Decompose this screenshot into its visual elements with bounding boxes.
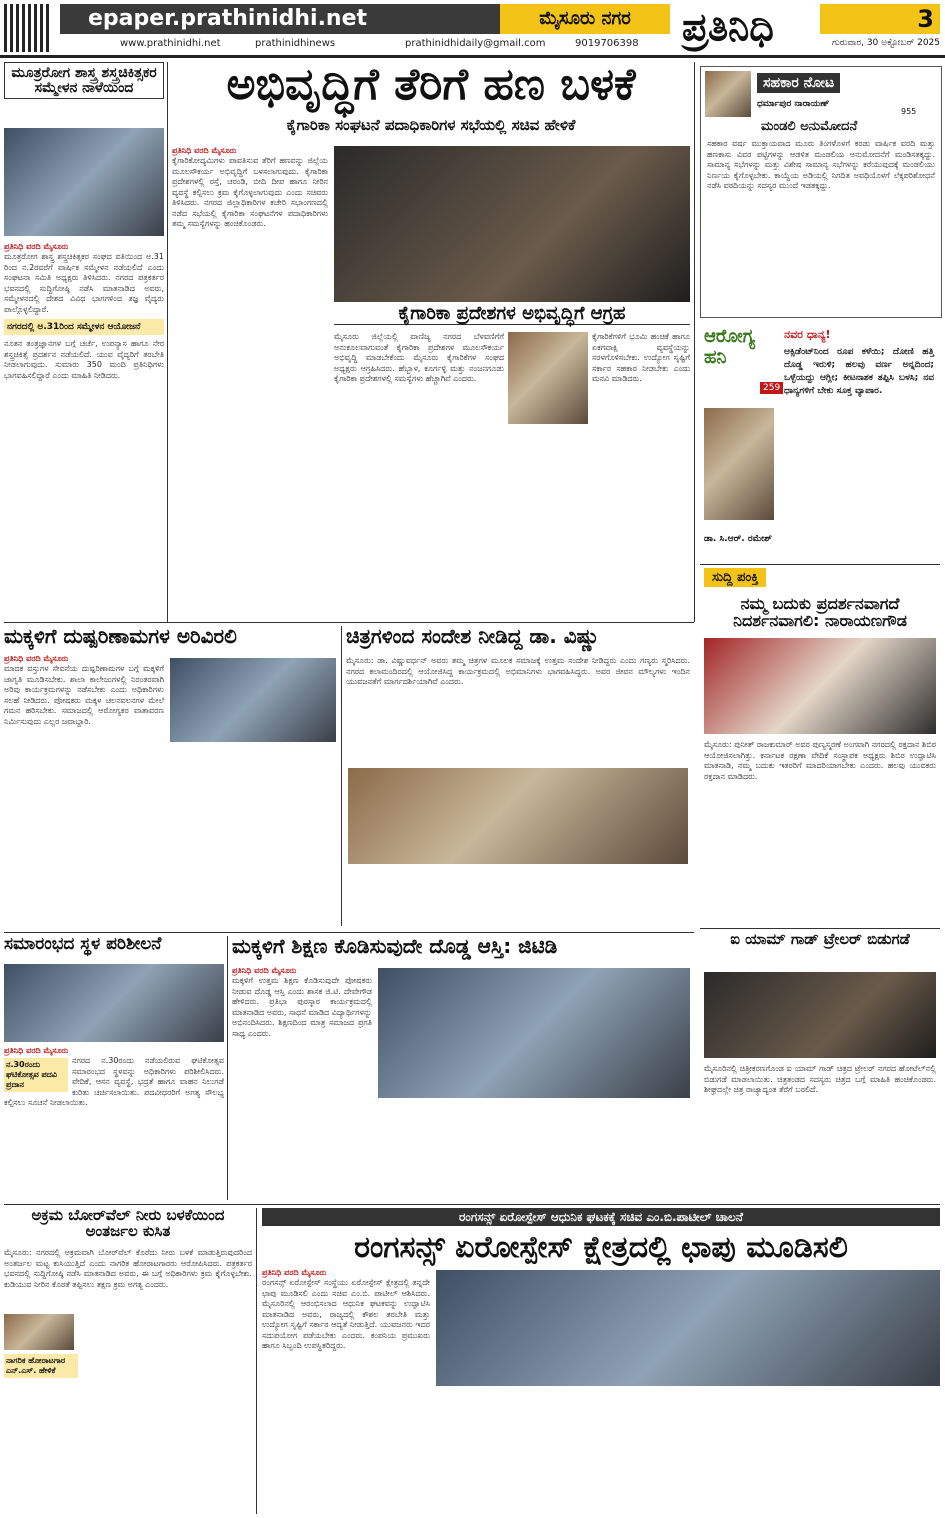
story-rangsons (262, 1208, 940, 1514)
section-label: ಮೈಸೂರು ನಗರ (500, 4, 670, 34)
story-venue-inspection (4, 936, 224, 1200)
column-divider (167, 62, 168, 622)
lead-headline: ಅಭಿವೃದ್ಧಿಗೆ ತೆರಿಗೆ ಹಣ ಬಳಕೆ (226, 62, 636, 110)
email-link[interactable]: prathinidhidaily@gmail.com (405, 38, 546, 49)
story-body: ಮೈಸೂರು: ನಗರದಲ್ಲಿ ಅಕ್ರಮವಾಗಿ ಬೋರ್‌ವೆಲ್ ಕೊರೆದು ನೀರು ಬಳಕೆ ಮಾಡುತ್ತಿರುವುದರಿಂದ ಅಂತರ್ಜಲ ಮಟ್ಟ ಕುಸಿಯುತ್ತಿದೆ ಎಂದು ನಾಗರಿಕ ಹೋರಾಟಗಾರರು ಆರೋಪಿಸಿದರು. ಪತ್ರಕರ್ತರ ಭವನದಲ್ಲಿ ಸುದ್ದಿಗೋಷ್ಠಿ ನಡೆಸಿ ಮಾತನಾಡಿದ ಅವರು, ಈ ಬಗ್ಗೆ ಅಧಿಕಾರಿಗಳು ಕ್ರಮ ಕೈಗೊಳ್ಳಬೇಕು. ಕುಡಿಯುವ ನೀರಿನ ಕೊರತೆ ತಪ್ಪಿಸಲು ತಕ್ಷಣ ಕ್ರಮ ಅಗತ್ಯ ಎಂದರು. (4, 1248, 252, 1289)
story-body-top (704, 954, 936, 968)
story-photo (704, 972, 936, 1058)
column-author: ಧರ್ಮಾಪುರ ನಾರಾಯಣ್ (757, 99, 830, 109)
story-byline: ಪ್ರತಿನಿಧಿ ವರದಿ ಮೈಸೂರು (262, 1268, 327, 1277)
story-headline: ರಂಗಸನ್ಸ್ ಏರೋಸ್ಪೇಸ್ ಕ್ಷೇತ್ರದಲ್ಲಿ ಛಾಪು ಮೂಡಿಸಲಿ (354, 1230, 848, 1265)
story-trailer (700, 932, 940, 1200)
story-photo (378, 968, 690, 1098)
website-link[interactable]: www.prathinidhi.net (120, 38, 221, 49)
story-vishnu (346, 626, 690, 926)
lead-photo-caption: ಕೈಗಾರಿಕಾ ಪ್ರದೇಶಗಳ ಅಭಿವೃದ್ಧಿಗೆ ಆಗ್ರಹ (334, 305, 690, 325)
story-photo (436, 1270, 940, 1386)
section-rule (4, 622, 694, 623)
activist-photo (4, 1314, 74, 1350)
story-pullquote: ನ.30ರಂದು ಘಟಿಕೋತ್ಸವ ಪದವಿ ಪ್ರದಾನ (4, 1058, 68, 1092)
epaper-url[interactable]: epaper.prathinidhi.net (60, 4, 500, 34)
column-issue: 955 (901, 107, 917, 116)
sahakara-column (700, 66, 942, 318)
social-handle[interactable]: prathinidhinews (255, 38, 336, 49)
section-rule (700, 564, 940, 565)
health-tag: ಆರೋಗ್ಯ ಹನಿ (704, 326, 756, 368)
story-headline: ಮೂತ್ರರೋಗ ಶಾಸ್ತ್ರ ಶಸ್ತ್ರಚಿಕಿತ್ಸಕರ ಸಮ್ಮೇಳನ ನಾಳೆಯಿಂದ (4, 62, 164, 99)
story-urology-conference (4, 62, 164, 622)
section-rule (4, 932, 694, 933)
masthead-rule (0, 55, 945, 58)
health-column (700, 322, 940, 558)
story-headline: ಸಮಾರಂಭದ ಸ್ಥಳ ಪರಿಶೀಲನೆ (4, 936, 162, 954)
page-number: 3 (820, 4, 940, 34)
portrait-photo (508, 332, 588, 424)
health-author: ಡಾ. ಸಿ.ಆರ್. ರಮೇಶ್ (704, 534, 772, 544)
story-drug-awareness (4, 626, 338, 926)
column-body: ಸಹಕಾರ ವರ್ಷ ಮುಕ್ತಾಯವಾದ ಮೂರು ತಿಂಗಳೊಳಗೆ ಕರಡು ವಾರ್ಷಿಕ ವರದಿ ಮತ್ತು ಹಣಕಾಸು ವಿವರ ಪಟ್ಟಿಗಳನ್ನು ಆಡಳಿತ ಮಂಡಲಿಯ ಅನುಮೋದನೆಗೆ ಮಂಡಿಸತಕ್ಕದ್ದು. ಸಾಮಾನ್ಯ ಸಭೆಗಳನ್ನು ಮತ್ತು ವಿಶೇಷ ಸಾಮಾನ್ಯ ಸಭೆಗಳನ್ನು ಕರೆಯುವುದಕ್ಕೆ ಮಂಡಲಿಯು ನಿರ್ಣಯ ಕೈಗೊಳ್ಳಬೇಕು. ಕಾಯ್ದೆಯ ಅಡಿಯಲ್ಲಿ ನಿಗದಿತ ಅವಧಿಯೊಳಗೆ ಲೆಕ್ಕಪರಿಶೋಧನೆ ನಡೆಸಿ ವರದಿಯನ್ನು ಸದಸ್ಯರ ಮುಂದೆ ಇಡತಕ್ಕದ್ದು. (707, 139, 935, 190)
news-tag: ಸುದ್ದಿ ಪಂಕ್ತಿ (704, 568, 766, 587)
story-photo (704, 638, 936, 734)
story-photo (4, 964, 224, 1042)
issue-date: ಗುರುವಾರ, 30 ಅಕ್ಟೋಬರ್ 2025 (832, 38, 940, 48)
story-photo (170, 658, 336, 742)
masthead (0, 0, 945, 56)
story-byline: ಪ್ರತಿನಿಧಿ ವರದಿ ಮೈಸೂರು (4, 242, 69, 251)
health-issue: 259 (760, 382, 783, 394)
story-byline: ಪ್ರತಿನಿಧಿ ವರದಿ ಮೈಸೂರು (4, 1046, 69, 1055)
story-headline: ಮಕ್ಕಳಿಗೆ ದುಷ್ಪರಿಣಾಮಗಳ ಅರಿವಿರಲಿ (4, 626, 237, 648)
column-divider (227, 936, 228, 1200)
column-tag: ಸಹಕಾರ ನೋಟ (757, 73, 840, 93)
story-headline: ಐ ಯಾಮ್ ಗಾಡ್ ಟ್ರೇಲರ್ ಬಿಡುಗಡೆ (730, 932, 910, 948)
story-borewell (4, 1208, 252, 1514)
story-pullquote: ನಾಗರಿಕ ಹೋರಾಟಗಾರ ಎನ್.ಎಸ್. ಹೇಳಿಕೆ (4, 1354, 78, 1378)
health-body: ಆಕ್ಸಿಡೆಂಟ್‌ನಿಂದ ರೂಪ ಕಳೆಯಿ; ದೋಣಿ ಹತ್ತಿ ದೊಡ್ಡ ಇರುಳಿ; ಹಲವು ವರ್ಣ ಅನ್ನದಿಂದ; ಒಳ್ಳೆಯದ್ದು ಆಗ್ಲೀ; ಕೀಟನಾಶಕ ತಪ್ಪಿಸಿ ಬಳಸಿ; ನವ ಧಾನ್ಯಗಳಿಗೆ ಬೇಕು ಸೂಕ್ತ ವ್ಯಾಪಾರ. (784, 347, 934, 396)
story-pullquote: ನಗರದಲ್ಲಿ ಅ.31ರಿಂದ ಸಮ್ಮೇಳನ ಆಯೋಜನೆ (4, 319, 164, 335)
story-kicker: ರಂಗಸನ್ಸ್ ಏರೋಸ್ಪೇಸ್ ಆಧುನಿಕ ಘಟಕಕ್ಕೆ ಸಚಿವ ಎಂ.ಬಿ.ಪಾಟೀಲ್ ಚಾಲನೆ (262, 1208, 940, 1226)
story-headline: ಅಕ್ರಮ ಬೋರ್‌ವೆಲ್ ನೀರು ಬಳಕೆಯಿಂದ ಅಂತರ್ಜಲ ಕುಸಿತ (31, 1208, 225, 1240)
story-body: ನಗರದ ನ.30ರಂದು ನಡೆಯಲಿರುವ ಘಟಿಕೋತ್ಸವ ಸಮಾರಂಭದ ಸ್ಥಳವನ್ನು ಅಧಿಕಾರಿಗಳು ಪರಿಶೀಲಿಸಿದರು. ವೇದಿಕೆ, ಆಸನ ವ್ಯವಸ್ಥೆ, ಭದ್ರತೆ ಹಾಗೂ ವಾಹನ ನಿಲುಗಡೆ ಕುರಿತು ಚರ್ಚಿಸಲಾಯಿತು. ಪದವೀಧರರಿಗೆ ಅಗತ್ಯ ಸೌಲಭ್ಯ ಕಲ್ಪಿಸಲು ಸೂಚನೆ ನೀಡಲಾಯಿತು. (4, 1056, 224, 1107)
column-divider (341, 626, 342, 926)
story-photo (4, 128, 164, 236)
phone-number: 9019706398 (575, 38, 639, 49)
health-title: ನವರ ಧಾನ್ಯ! (784, 328, 831, 341)
story-body: ರಂಗಸನ್ಸ್ ಏರೋಸ್ಪೇಸ್ ಸಂಸ್ಥೆಯು ಏರೋಸ್ಪೇಸ್ ಕ್ಷೇತ್ರದಲ್ಲಿ ತನ್ನದೇ ಛಾಪು ಮೂಡಿಸಲಿ ಎಂದು ಸಚಿವ ಎಂ.ಬಿ. ಪಾಟೀಲ್ ಆಶಿಸಿದರು. ಮೈಸೂರಿನಲ್ಲಿ ಆರಂಭಿಸಲಾದ ಆಧುನಿಕ ಘಟಕವನ್ನು ಉದ್ಘಾಟಿಸಿ ಮಾತನಾಡಿದ ಅವರು, ರಾಜ್ಯದಲ್ಲಿ ಕೌಶಲ ತರಬೇತಿ ಮತ್ತು ಉದ್ಯೋಗ ಸೃಷ್ಟಿಗೆ ಸರ್ಕಾರ ಆದ್ಯತೆ ನೀಡುತ್ತಿದೆ. ಯುವಜನರು ಇದರ ಸದುಪಯೋಗ ಪಡೆಯಬೇಕು ಎಂದರು. ಕಂಪನಿಯ ಪ್ರಮುಖರು ಹಾಗೂ ಸಿಬ್ಬಂದಿ ಉಪಸ್ಥಿತರಿದ್ದರು. (262, 1278, 430, 1350)
story-body: ಮೂತ್ರರೋಗ ಶಾಸ್ತ್ರ ಶಸ್ತ್ರಚಿಕಿತ್ಸಕರ ಸಂಘದ ವತಿಯಿಂದ ಅ.31 ರಿಂದ ನ.2ರವರೆಗೆ ವಾರ್ಷಿಕ ಸಮ್ಮೇಳನ ನಡೆಯಲಿದೆ ಎಂದು ಸಂಘಟನಾ ಸಮಿತಿ ಅಧ್ಯಕ್ಷರು ತಿಳಿಸಿದರು. ನಗರದ ಪತ್ರಕರ್ತರ ಭವನದಲ್ಲಿ ಸುದ್ದಿಗೋಷ್ಠಿ ನಡೆಸಿ ಮಾತನಾಡಿದ ಅವರು, ಸಮ್ಮೇಳನದಲ್ಲಿ ದೇಶದ ವಿವಿಧ ಭಾಗಗಳಿಂದ ತಜ್ಞ ವೈದ್ಯರು ಪಾಲ್ಗೊಳ್ಳಲಿದ್ದಾರೆ. (4, 252, 164, 314)
story-headline: ಮಕ್ಕಳಿಗೆ ಶಿಕ್ಷಣ ಕೊಡಿಸುವುದೇ ದೊಡ್ಡ ಆಸ್ತಿ: ಜಿಟಿಡಿ (232, 936, 558, 958)
story-narayanagowda (700, 596, 940, 926)
story-body: ಮೈಸೂರು: ಪುನೀತ್ ರಾಜಕುಮಾರ್ ಅವರ ಪುಣ್ಯಸ್ಮರಣೆ ಅಂಗವಾಗಿ ನಗರದಲ್ಲಿ ರಕ್ತದಾನ ಶಿಬಿರ ಆಯೋಜಿಸಲಾಗಿತ್ತು. ಕರ್ನಾಟಕ ರಕ್ಷಣಾ ವೇದಿಕೆ ಸಂಸ್ಥಾಪಕ ಅಧ್ಯಕ್ಷರು ಶಿಬಿರ ಉದ್ಘಾಟಿಸಿ ಮಾತನಾಡಿ, ನಮ್ಮ ಬದುಕು ಇತರರಿಗೆ ಮಾದರಿಯಾಗಬೇಕು ಎಂದರು. ಹಲವು ಯುವಕರು ರಕ್ತದಾನ ಮಾಡಿದರು. (704, 740, 936, 781)
story-headline: ಚಿತ್ರಗಳಿಂದ ಸಂದೇಶ ನೀಡಿದ್ದ ಡಾ. ವಿಷ್ಣು (346, 626, 600, 648)
section-rule (4, 1204, 940, 1205)
story-body-2: ನೂತನ ತಂತ್ರಜ್ಞಾನಗಳ ಬಗ್ಗೆ ಚರ್ಚೆ, ಉಪನ್ಯಾಸ ಹಾಗೂ ನೇರ ಶಸ್ತ್ರಚಿಕಿತ್ಸೆ ಪ್ರದರ್ಶನ ನಡೆಯಲಿದೆ. ಯುವ ವೈದ್ಯರಿಗೆ ತರಬೇತಿ ನೀಡಲಾಗುವುದು. ಸುಮಾರು 350 ಮಂದಿ ಪ್ರತಿನಿಧಿಗಳು ಭಾಗವಹಿಸಲಿದ್ದಾರೆ ಎಂದು ಮಾಹಿತಿ ನೀಡಿದರು. (4, 339, 164, 380)
qr-code[interactable] (4, 4, 52, 52)
author-photo (705, 71, 751, 117)
lead-subhead: ಕೈಗಾರಿಕಾ ಸಂಘಟನೆ ಪದಾಧಿಕಾರಿಗಳ ಸಭೆಯಲ್ಲಿ ಸಚಿವ ಹೇಳಿಕೆ (286, 116, 576, 134)
lead-body: ಕೈಗಾರಿಕೋದ್ಯಮಿಗಳು ಪಾವತಿಸುವ ತೆರಿಗೆ ಹಣವನ್ನು ಜಿಲ್ಲೆಯ ಮೂಲಸೌಕರ್ಯ ಅಭಿವೃದ್ಧಿಗೆ ಬಳಸಲಾಗುವುದು. ಕೈಗಾರಿಕಾ ಪ್ರದೇಶಗಳಲ್ಲಿ ರಸ್ತೆ, ಚರಂಡಿ, ಬೀದಿ ದೀಪ ಹಾಗೂ ನೀರಿನ ವ್ಯವಸ್ಥೆ ಕಲ್ಪಿಸಲು ಕ್ರಮ ಕೈಗೊಳ್ಳಲಾಗುವುದು ಎಂದು ಸಚಿವರು ತಿಳಿಸಿದರು. ನಗರದ ಜಿಲ್ಲಾಧಿಕಾರಿಗಳ ಕಚೇರಿ ಸಭಾಂಗಣದಲ್ಲಿ ನಡೆದ ಸಭೆಯಲ್ಲಿ ಕೈಗಾರಿಕಾ ಸಂಘಟನೆಗಳ ಪದಾಧಿಕಾರಿಗಳು ತಮ್ಮ ಸಮಸ್ಯೆಗಳನ್ನು ಹಂಚಿಕೊಂಡರು. (172, 156, 328, 228)
story-body: ಮೈಸೂರಿನಲ್ಲಿ ಚಿತ್ರೀಕರಣಗೊಂಡ ಐ ಯಾಮ್ ಗಾಡ್ ಚಿತ್ರದ ಟ್ರೇಲರ್ ನಗರದ ಹೋಟೆಲ್‌ನಲ್ಲಿ ಬಿಡುಗಡೆ ಮಾಡಲಾಯಿತು. ಚಿತ್ರತಂಡದ ಸದಸ್ಯರು ಚಿತ್ರದ ಬಗ್ಗೆ ಮಾಹಿತಿ ಹಂಚಿಕೊಂಡರು. ಶೀಘ್ರದಲ್ಲೇ ಚಿತ್ರ ರಾಜ್ಯಾದ್ಯಂತ ತೆರೆಗೆ ಬರಲಿದೆ. (704, 1064, 936, 1094)
column-divider (256, 1208, 257, 1514)
lead-byline: ಪ್ರತಿನಿಧಿ ವರದಿ ಮೈಸೂರು (172, 146, 237, 155)
story-photo (348, 768, 688, 864)
story-education (232, 936, 690, 1200)
lead-photo (334, 146, 690, 302)
health-author-photo (704, 408, 774, 520)
story-byline: ಪ್ರತಿನಿಧಿ ವರದಿ ಮೈಸೂರು (4, 654, 69, 663)
story-body: ಮಕ್ಕಳಿಗೆ ಉತ್ತಮ ಶಿಕ್ಷಣ ಕೊಡಿಸುವುದೇ ಪೋಷಕರು ನೀಡುವ ದೊಡ್ಡ ಆಸ್ತಿ ಎಂದು ಶಾಸಕ ಜಿ.ಟಿ. ದೇವೇಗೌಡ ಹೇಳಿದರು. ಪ್ರತಿಭಾ ಪುರಸ್ಕಾರ ಕಾರ್ಯಕ್ರಮದಲ್ಲಿ ಮಾತನಾಡಿದ ಅವರು, ಸಾಧನೆ ಮಾಡಿದ ವಿದ್ಯಾರ್ಥಿಗಳನ್ನು ಅಭಿನಂದಿಸಿದರು. ಶಿಕ್ಷಣದಿಂದ ಮಾತ್ರ ಸಮಾಜದ ಪ್ರಗತಿ ಸಾಧ್ಯ ಎಂದರು. (232, 976, 373, 1038)
column-divider (694, 62, 695, 622)
section-rule (700, 928, 940, 929)
lead-body-2: ಮೈಸೂರು ಜಿಲ್ಲೆಯಲ್ಲಿ ವಾಣಿಜ್ಯ ನಗರದ ಬೆಳವಣಿಗೆಗೆ ಅನುಕೂಲವಾಗುವಂತೆ ಕೈಗಾರಿಕಾ ಪ್ರದೇಶಗಳ ಮೂಲಸೌಕರ್ಯ ಅಭಿವೃದ್ಧಿ ಮಾಡಬೇಕೆಂದು ಮೈಸೂರು ಕೈಗಾರಿಕೆಗಳ ಸಂಘದ ಅಧ್ಯಕ್ಷರು ಆಗ್ರಹಿಸಿದರು. ಹೆಬ್ಬಾಳ, ಕೂರ್ಗಳ್ಳಿ ಮತ್ತು ನಂಜನಗೂಡು ಕೈಗಾರಿಕಾ ಪ್ರದೇಶಗಳಲ್ಲಿ ಸಮಸ್ಯೆಗಳು ಹೆಚ್ಚಾಗಿವೆ ಎಂದರು. (334, 332, 504, 383)
story-byline: ಪ್ರತಿನಿಧಿ ವರದಿ ಮೈಸೂರು (232, 966, 297, 975)
lead-story (172, 62, 690, 622)
story-body: ಮಾದಕ ವಸ್ತುಗಳ ಸೇವನೆಯ ದುಷ್ಪರಿಣಾಮಗಳ ಬಗ್ಗೆ ಮಕ್ಕಳಿಗೆ ಜಾಗೃತಿ ಮೂಡಿಸಬೇಕು. ಶಾಲಾ ಕಾಲೇಜುಗಳಲ್ಲಿ ನಿರಂತರವಾಗಿ ಅರಿವು ಕಾರ್ಯಕ್ರಮಗಳನ್ನು ನಡೆಸಬೇಕು ಎಂದು ಅಧಿಕಾರಿಗಳು ಸಲಹೆ ನೀಡಿದರು. ಪೋಷಕರು ಮಕ್ಕಳ ಚಲನವಲನಗಳ ಮೇಲೆ ಗಮನ ಹರಿಸಬೇಕು. ಸಮಾಜದಲ್ಲಿ ಆರೋಗ್ಯಕರ ವಾತಾವರಣ ನಿರ್ಮಿಸುವುದು ಎಲ್ಲರ ಜವಾಬ್ದಾರಿ. (4, 664, 164, 726)
story-headline: ನಮ್ಮ ಬದುಕು ಪ್ರದರ್ಶನವಾಗದೆ ನಿದರ್ಶನವಾಗಲಿ: ನಾರಾಯಣಗೌಡ (733, 596, 907, 630)
story-body: ಮೈಸೂರು: ಡಾ. ವಿಷ್ಣುವರ್ಧನ್ ಅವರು ತಮ್ಮ ಚಿತ್ರಗಳ ಮೂಲಕ ಸಮಾಜಕ್ಕೆ ಉತ್ತಮ ಸಂದೇಶ ನೀಡಿದ್ದರು ಎಂದು ಗಣ್ಯರು ಸ್ಮರಿಸಿದರು. ನಗರದ ಕಲಾಮಂದಿರದಲ್ಲಿ ಆಯೋಜಿಸಿದ್ದ ಕಾರ್ಯಕ್ರಮದಲ್ಲಿ ಅಭಿಮಾನಿಗಳು ಭಾಗವಹಿಸಿದ್ದರು. ಅವರ ಜೀವನ ಮೌಲ್ಯಗಳು ಇಂದಿನ ಯುವಜನತೆಗೆ ಮಾರ್ಗದರ್ಶಿಯಾಗಿವೆ ಎಂದರು. (346, 656, 690, 686)
brand-logo: ಪ್ರತಿನಿಧಿ (682, 5, 774, 49)
lead-body-3: ಕೈಗಾರಿಕೆಗಳಿಗೆ ಭೂಮಿ ಹಂಚಿಕೆ ಹಾಗೂ ಏಕಗವಾಕ್ಷಿ ವ್ಯವಸ್ಥೆಯನ್ನು ಸರಳಗೊಳಿಸಬೇಕು. ಉದ್ಯೋಗ ಸೃಷ್ಟಿಗೆ ಸರ್ಕಾರ ಸಹಕಾರ ನೀಡಬೇಕು ಎಂದು ಮನವಿ ಮಾಡಿದರು. (592, 332, 690, 383)
column-title: ಮಂಡಲಿ ಅನುಮೋದನೆ (761, 119, 858, 134)
